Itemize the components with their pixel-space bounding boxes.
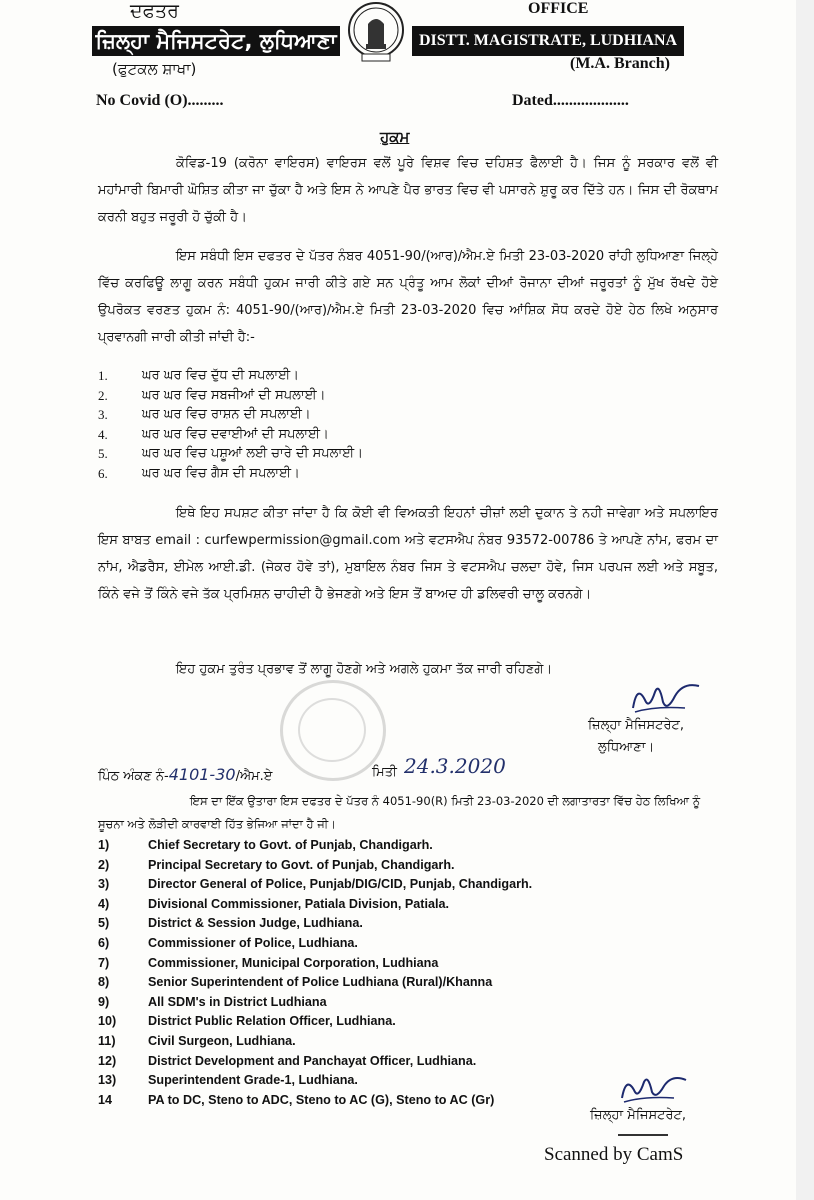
list-item: 10) District Public Relation Officer, Ludhiana. <box>98 1014 396 1029</box>
reference-number: No Covid (O)......... <box>96 92 224 109</box>
page-edge <box>796 0 814 1200</box>
list-item: 5. ਘਰ ਘਰ ਵਿਚ ਪਸ਼ੂਆਂ ਲਈ ਚਾਰੇ ਦੀ ਸਪਲਾਈ। <box>98 446 363 461</box>
endorsement-date-label: ਮਿਤੀ <box>372 765 397 780</box>
signature-icon <box>612 1070 692 1108</box>
list-item: 12) District Development and Panchayat Officer, Ludhiana. <box>98 1053 477 1068</box>
list-item: 11) Civil Surgeon, Ludhiana. <box>98 1033 296 1048</box>
signatory-title: ਜ਼ਿਲ੍ਹਾ ਮੈਜਿਸਟਰੇਟ, <box>590 1108 687 1123</box>
state-emblem-icon <box>346 0 406 64</box>
signatory-title: ਜ਼ਿਲ੍ਹਾ ਮੈਜਿਸਟਰੇਟ, <box>588 718 685 733</box>
recipient-list <box>98 838 698 1112</box>
office-name-pa: ਜ਼ਿਲ੍ਹਾ ਮੈਜਿਸਟਰੇਟ, ਲੁਧਿਆਣਾ <box>92 26 340 56</box>
branch-label-pa: (ਫੁਟਕਲ ਸ਼ਾਖਾ) <box>112 60 197 78</box>
list-item: 1. ਘਰ ਘਰ ਵਿਚ ਦੁੱਧ ਦੀ ਸਪਲਾਈ। <box>98 368 299 383</box>
list-item: 4. ਘਰ ਘਰ ਵਿਚ ਦਵਾਈਆਂ ਦੀ ਸਪਲਾਈ। <box>98 426 329 442</box>
list-item: 5) District & Session Judge, Ludhiana. <box>98 916 363 931</box>
signature-underline <box>618 1134 668 1136</box>
list-item: 3) Director General of Police, Punjab/DIG/CID, Punjab, Chandigarh. <box>98 877 533 892</box>
dated-field: Dated................... <box>512 92 629 109</box>
scanner-watermark: Scanned by CamS <box>544 1144 684 1165</box>
list-item: 14 PA to DC, Steno to ADC, Steno to AC (G), Steno to AC (Gr) <box>98 1092 495 1107</box>
list-item: 2) Principal Secretary to Govt. of Punjab, Chandigarh. <box>98 857 455 872</box>
list-item: 13) Superintendent Grade-1, Ludhiana. <box>98 1073 358 1088</box>
order-paragraph-4: ਇਹ ਹੁਕਮ ਤੁਰੰਤ ਪ੍ਰਭਾਵ ਤੋਂ ਲਾਗੂ ਹੋਣਗੇ ਅਤੇ ਅਗਲੇ ਹੁਕਮਾ ਤੱਕ ਜਾਰੀ ਰਹਿਣਗੇ। <box>176 662 553 677</box>
order-paragraph-3: ਇਥੇ ਇਹ ਸਪਸ਼ਟ ਕੀਤਾ ਜਾਂਦਾ ਹੈ ਕਿ ਕੋਈ ਵੀ ਵਿਅਕਤੀ ਇਹਨਾਂ ਚੀਜ਼ਾਂ ਲਈ ਦੁਕਾਨ ਤੇ ਨਹੀ ਜਾਵੇਗਾ ਅਤੇ ਸਪਲਾਇਰ ਇਸ ਬਾਬਤ email : curfewpermission@gmail.com ਅਤੇ ਵਟਸਐਪ ਨੰਬਰ 93572-00786 ਤੇ ਆਪਣੇ ਨਾਂਮ, ਫਰਮ ਦਾ ਨਾਂਮ, ਐਡਰੈਸ, ਈਮੇਲ ਆਈ.ਡੀ. (ਜੇਕਰ ਹੋਵੇ ਤਾਂ), ਮੁਬਾਇਲ ਨੰਬਰ ਜਿਸ ਤੇ ਵਟਸਐਪ ਚਲਦਾ ਹੋਵੇ, ਜਿਸ ਪਰਪਜ ਲਈ ਅਤੇ ਸਬੂਤ, ਕਿੰਨੇ ਵਜੇ ਤੋਂ ਕਿੰਨੇ ਵਜੇ ਤੱਕ ਪ੍ਰਮਿਸ਼ਨ ਚਾਹੀਦੀ ਹੈ ਭੇਜਣਗੇ ਅਤੇ ਇਸ ਤੋਂ ਬਾਅਦ ਹੀ ਡਲਿਵਰੀ ਚਾਲੂ ਕਰਨਗੇ। <box>98 506 718 602</box>
order-title: ਹੁਕਮ <box>380 128 410 146</box>
order-paragraph-1: ਕੋਵਿਡ-19 (ਕਰੋਨਾ ਵਾਇਰਸ) ਵਾਇਰਸ ਵਲੋਂ ਪੂਰੇ ਵਿਸ਼ਵ ਵਿਚ ਦਹਿਸ਼ਤ ਫੈਲਾਈ ਹੈ। ਜਿਸ ਨੂੰ ਸਰਕਾਰ ਵਲੋਂ ਵੀ ਮਹਾਂਮਾਰੀ ਬਿਮਾਰੀ ਘੋਸ਼ਿਤ ਕੀਤਾ ਜਾ ਚੁੱਕਾ ਹੈ ਅਤੇ ਇਸ ਨੇ ਆਪਣੇ ਪੈਰ ਭਾਰਤ ਵਿਚ ਵੀ ਪਸਾਰਨੇ ਸ਼ੁਰੂ ਕਰ ਦਿੱਤੇ ਹਨ। ਜਿਸ ਦੀ ਰੋਕਥਾਮ ਕਰਨੀ ਬਹੁਤ ਜਰੂਰੀ ਹੋ ਚੁੱਕੀ ਹੈ। <box>98 156 718 225</box>
office-stamp-inner <box>298 698 366 762</box>
office-name-en: DISTT. MAGISTRATE, LUDHIANA <box>412 26 684 56</box>
order-paragraph-2: ਇਸ ਸਬੰਧੀ ਇਸ ਦਫਤਰ ਦੇ ਪੱਤਰ ਨੰਬਰ 4051-90/(ਆਰ)/ਐਮ.ਏ ਮਿਤੀ 23-03-2020 ਰਾਂਹੀ ਲੁਧਿਆਣਾ ਜਿਲ੍ਹੇ ਵਿੱਚ ਕਰਫਿਊ ਲਾਗੂ ਕਰਨ ਸਬੰਧੀ ਹੁਕਮ ਜਾਰੀ ਕੀਤੇ ਗਏ ਸਨ ਪ੍ਰੰਤੂ ਆਮ ਲੋਕਾਂ ਦੀਆਂ ਰੋਜਾਨਾ ਦੀਆਂ ਜਰੂਰਤਾਂ ਨੂੰ ਮੁੱਖ ਰੱਖਦੇ ਹੋਏ ਉਪਰੋਕਤ ਵਰਣਤ ਹੁਕਮ ਨੰ: 4051-90/(ਆਰ)/ਐਮ.ਏ ਮਿਤੀ 23-03-2020 ਵਿਚ ਆਂਸ਼ਿਕ ਸੋਧ ਕਰਦੇ ਹੋਏ ਹੇਠ ਲਿਖੇ ਅਨੁਸਾਰ ਪ੍ਰਵਾਨਗੀ ਜਾਰੀ ਕੀਤੀ ਜਾਂਦੀ ਹੈ:- <box>98 249 718 345</box>
list-item: 8) Senior Superintendent of Police Ludhiana (Rural)/Khanna <box>98 975 493 990</box>
branch-label-en: (M.A. Branch) <box>570 55 670 72</box>
office-label-en: OFFICE <box>528 0 589 17</box>
list-item: 6) Commissioner of Police, Ludhiana. <box>98 935 358 950</box>
list-item: 3. ਘਰ ਘਰ ਵਿਚ ਰਾਸ਼ਨ ਦੀ ਸਪਲਾਈ। <box>98 407 311 422</box>
endorsement-label: ਪਿੰਠ ਅੰਕਣ ਨੰ-4101-30/ਐਮ.ਏ <box>98 765 273 784</box>
signature-icon <box>625 678 705 718</box>
office-label-pa: ਦਫਤਰ <box>130 0 179 22</box>
endorsement-date-handwritten: 24.3.2020 <box>404 754 506 778</box>
list-item: 4) Divisional Commissioner, Patiala Division, Patiala. <box>98 896 449 911</box>
list-item: 7) Commissioner, Municipal Corporation, Ludhiana <box>98 955 439 970</box>
list-item: 9) All SDM's in District Ludhiana <box>98 994 327 1009</box>
list-item: 6. ਘਰ ਘਰ ਵਿਚ ਗੈਸ ਦੀ ਸਪਲਾਈ। <box>98 465 300 481</box>
copy-forwarding-text: ਇਸ ਦਾ ਇੱਕ ਉਤਾਰਾ ਇਸ ਦਫਤਰ ਦੇ ਪੱਤਰ ਨੰ 4051-90(R) ਮਿਤੀ 23-03-2020 ਦੀ ਲਗਾਤਾਰਤਾ ਵਿੱਚ ਹੇਠ ਲਿਖਿਆ ਨੂੰ ਸੂਚਨਾ ਅਤੇ ਲੋੜੀਦੀ ਕਾਰਵਾਈ ਹਿੱਤ ਭੇਜਿਆ ਜਾਂਦਾ ਹੈ ਜੀ। <box>98 794 701 831</box>
list-item: 1) Chief Secretary to Govt. of Punjab, Chandigarh. <box>98 838 433 852</box>
endorsement-number-handwritten: 4101-30 <box>168 765 236 784</box>
list-item: 2. ਘਰ ਘਰ ਵਿਚ ਸਬਜੀਆਂ ਦੀ ਸਪਲਾਈ। <box>98 387 326 403</box>
signatory-place: ਲੁਧਿਆਣਾ। <box>598 740 655 755</box>
supply-list <box>98 368 498 485</box>
